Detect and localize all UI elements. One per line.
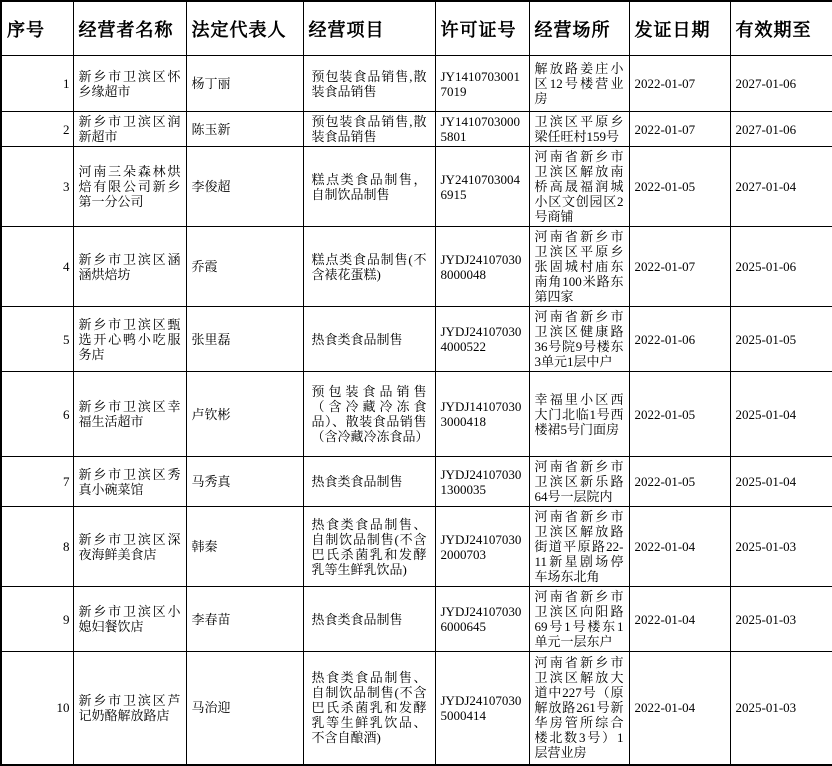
cell-serial-number: 4	[1, 227, 73, 307]
cell-legal-representative: 陈玉新	[186, 112, 303, 147]
cell-issue-date: 2022-01-05	[629, 147, 730, 227]
cell-business-address: 河南省新乡市卫滨区新乐路64号一层院内	[529, 457, 629, 507]
cell-valid-until: 2027-01-06	[730, 112, 832, 147]
cell-serial-number: 8	[1, 507, 73, 587]
cell-business-address: 卫滨区平原乡梁任旺村159号	[529, 112, 629, 147]
cell-license-number: JYDJ241070306000645	[435, 587, 529, 652]
cell-valid-until: 2025-01-03	[730, 507, 832, 587]
col-header-license-number: 许可证号	[435, 1, 529, 56]
cell-valid-until: 2025-01-03	[730, 587, 832, 652]
cell-business-items: 糕点类食品制售(不含裱花蛋糕)	[303, 227, 435, 307]
table-row	[1, 587, 832, 652]
cell-operator-name: 新乡市卫滨区深夜海鲜美食店	[73, 507, 186, 587]
table-header	[1, 1, 832, 56]
col-header-business-address: 经营场所	[529, 1, 629, 56]
cell-issue-date: 2022-01-05	[629, 457, 730, 507]
table-body	[1, 56, 832, 765]
cell-operator-name: 新乡市卫滨区涵涵烘焙坊	[73, 227, 186, 307]
cell-license-number: JYDJ241070305000414	[435, 652, 529, 765]
cell-operator-name: 新乡市卫滨区怀乡缘超市	[73, 56, 186, 112]
cell-business-items: 预包装食品销售（含冷藏冷冻食品）、散装食品销售（含冷藏冷冻食品）	[303, 372, 435, 457]
cell-serial-number: 10	[1, 652, 73, 765]
cell-business-address: 河南省新乡市卫滨区解放大道中227号（原解放路261号新华房管所综合楼北数3号）1层营业房	[529, 652, 629, 765]
col-header-serial-number: 序号	[1, 1, 73, 56]
cell-issue-date: 2022-01-04	[629, 587, 730, 652]
cell-operator-name: 新乡市卫滨区芦记奶酪解放路店	[73, 652, 186, 765]
cell-license-number: JY24107030046915	[435, 147, 529, 227]
cell-valid-until: 2027-01-06	[730, 56, 832, 112]
header-row	[1, 1, 832, 56]
table-row	[1, 457, 832, 507]
cell-operator-name: 新乡市卫滨区秀真小碗菜馆	[73, 457, 186, 507]
cell-valid-until: 2027-01-04	[730, 147, 832, 227]
cell-business-address: 幸福里小区西大门北临1号西楼裙5号门面房	[529, 372, 629, 457]
cell-business-address: 河南省新乡市卫滨区解放路街道平原路22-11新星剧场停车场东北角	[529, 507, 629, 587]
cell-business-address: 河南省新乡市卫滨区平原乡张固城村庙东南角100米路东第四家	[529, 227, 629, 307]
cell-legal-representative: 李春苗	[186, 587, 303, 652]
cell-valid-until: 2025-01-06	[730, 227, 832, 307]
cell-serial-number: 9	[1, 587, 73, 652]
cell-legal-representative: 李俊超	[186, 147, 303, 227]
cell-legal-representative: 马治迎	[186, 652, 303, 765]
cell-business-items: 热食类食品制售	[303, 587, 435, 652]
cell-serial-number: 1	[1, 56, 73, 112]
cell-issue-date: 2022-01-05	[629, 372, 730, 457]
table-row	[1, 56, 832, 112]
table-row	[1, 147, 832, 227]
table-row	[1, 507, 832, 587]
cell-business-address: 河南省新乡市卫滨区向阳路69号1号楼东1单元一层东户	[529, 587, 629, 652]
cell-serial-number: 7	[1, 457, 73, 507]
cell-serial-number: 3	[1, 147, 73, 227]
cell-business-items: 预包装食品销售,散装食品销售	[303, 56, 435, 112]
table-row	[1, 372, 832, 457]
cell-business-items: 糕点类食品制售，自制饮品制售	[303, 147, 435, 227]
cell-legal-representative: 杨丁丽	[186, 56, 303, 112]
cell-operator-name: 新乡市卫滨区幸福生活超市	[73, 372, 186, 457]
col-header-valid-until: 有效期至	[730, 1, 832, 56]
cell-issue-date: 2022-01-06	[629, 307, 730, 372]
cell-business-address: 河南省新乡市卫滨区解放南桥高晟福润城小区文创园区2号商铺	[529, 147, 629, 227]
cell-legal-representative: 韩秦	[186, 507, 303, 587]
col-header-issue-date: 发证日期	[629, 1, 730, 56]
cell-operator-name: 河南三朵森林烘焙有限公司新乡第一分公司	[73, 147, 186, 227]
cell-license-number: JY14107030017019	[435, 56, 529, 112]
cell-business-address: 河南省新乡市卫滨区健康路36号院9号楼东3单元1层中户	[529, 307, 629, 372]
cell-legal-representative: 张里磊	[186, 307, 303, 372]
table-row	[1, 112, 832, 147]
cell-business-items: 热食类食品制售	[303, 307, 435, 372]
cell-serial-number: 6	[1, 372, 73, 457]
cell-valid-until: 2025-01-03	[730, 652, 832, 765]
table-row	[1, 652, 832, 765]
cell-license-number: JYDJ241070302000703	[435, 507, 529, 587]
cell-business-items: 热食类食品制售	[303, 457, 435, 507]
cell-license-number: JYDJ241070308000048	[435, 227, 529, 307]
cell-serial-number: 2	[1, 112, 73, 147]
cell-business-items: 热食类食品制售、自制饮品制售(不含巴氏杀菌乳和发酵乳等生鲜乳饮品、不含自酿酒)	[303, 652, 435, 765]
cell-issue-date: 2022-01-07	[629, 112, 730, 147]
cell-operator-name: 新乡市卫滨区润新超市	[73, 112, 186, 147]
cell-legal-representative: 卢钦彬	[186, 372, 303, 457]
cell-business-items: 热食类食品制售、自制饮品制售(不含巴氏杀菌乳和发酵乳等生鲜乳饮品)	[303, 507, 435, 587]
cell-business-address: 解放路姜庄小区12号楼营业房	[529, 56, 629, 112]
cell-valid-until: 2025-01-04	[730, 457, 832, 507]
cell-legal-representative: 乔霞	[186, 227, 303, 307]
cell-valid-until: 2025-01-05	[730, 307, 832, 372]
table-row	[1, 227, 832, 307]
cell-operator-name: 新乡市卫滨区小媳妇餐饮店	[73, 587, 186, 652]
cell-license-number: JYDJ241070304000522	[435, 307, 529, 372]
table-row	[1, 307, 832, 372]
cell-legal-representative: 马秀真	[186, 457, 303, 507]
cell-license-number: JYDJ241070301300035	[435, 457, 529, 507]
cell-issue-date: 2022-01-04	[629, 507, 730, 587]
cell-serial-number: 5	[1, 307, 73, 372]
col-header-legal-representative: 法定代表人	[186, 1, 303, 56]
cell-license-number: JYDJ141070303000418	[435, 372, 529, 457]
cell-valid-until: 2025-01-04	[730, 372, 832, 457]
cell-license-number: JY14107030005801	[435, 112, 529, 147]
cell-issue-date: 2022-01-07	[629, 56, 730, 112]
cell-business-items: 预包装食品销售,散装食品销售	[303, 112, 435, 147]
cell-issue-date: 2022-01-04	[629, 652, 730, 765]
cell-operator-name: 新乡市卫滨区甄选开心鸭小吃服务店	[73, 307, 186, 372]
cell-issue-date: 2022-01-07	[629, 227, 730, 307]
col-header-business-items: 经营项目	[303, 1, 435, 56]
col-header-operator-name: 经营者名称	[73, 1, 186, 56]
